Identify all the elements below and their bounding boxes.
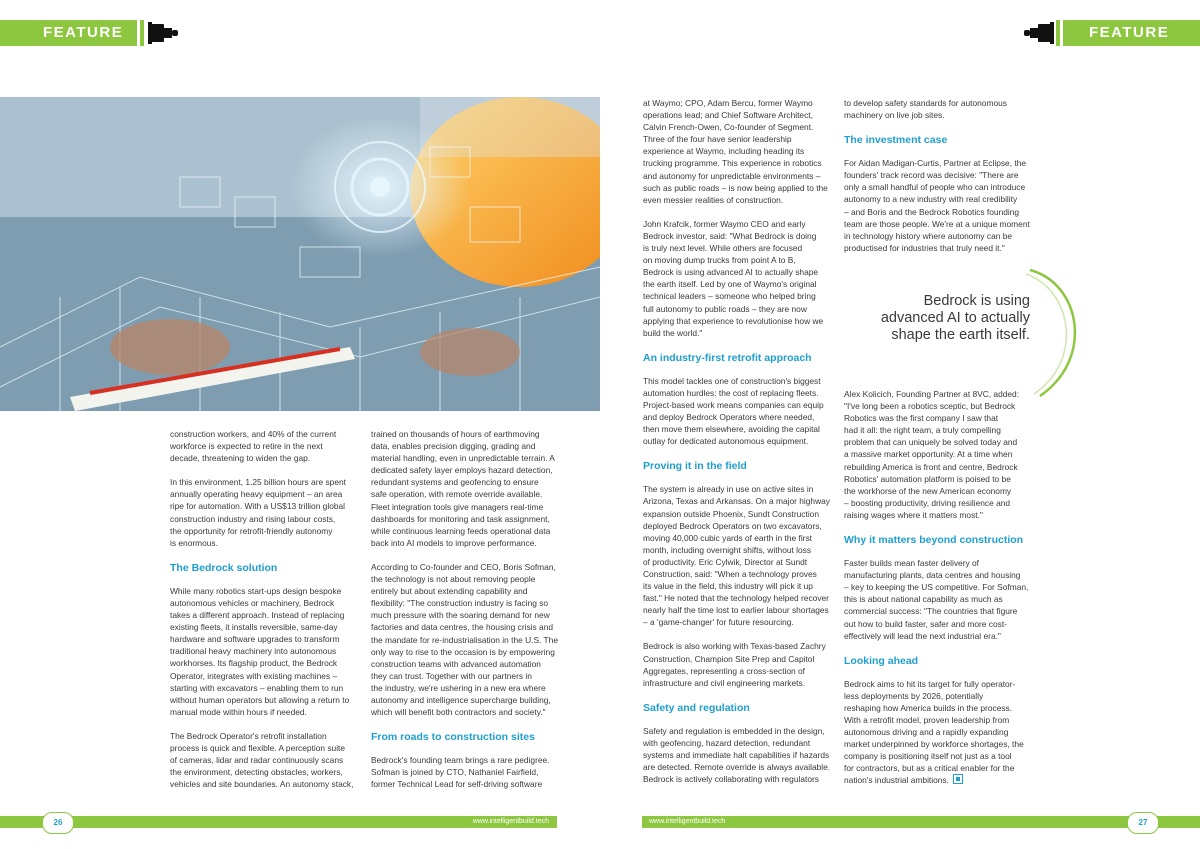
body-paragraph: trained on thousands of hours of earthmoving data, enables precision digging, grading and material handling, even in unpredictable terrain. A dedicated safety layer employs hazard detection, redundant systems and geofencing to ensure safe operation, with remote override available. Fleet integration tools give managers real-time dashboards for monitoring and task assignment, while continuous learning feeds operational data back into AI models to improve performance. [371, 429, 555, 548]
body-paragraph: construction workers, and 40% of the current workforce is expected to retire in the next decade, threatening to widen the gap. [170, 429, 337, 464]
section-heading: An industry-first retrofit approach [643, 351, 812, 364]
body-paragraph: Bedrock aims to hit its target for fully operator- less deployments by 2026, potentially reshaping how America builds in the process. With a retrofit model, proven leadership from autonomous driving and a rapidly expanding market underpinned by workforce shortages, the company is positioning itself not just as a tool for contractors, but as a critical enabler for the nation's industrial ambitions. [844, 678, 1024, 786]
section-heading: The investment case [844, 134, 948, 147]
section-tab-left [0, 20, 137, 46]
body-paragraph: While many robotics start-ups design bespoke autonomous vehicles or machinery, Bedrock takes a different approach. Instead of replacing existing fleets, it installs reversible, same-day hardware and software upgrades to transform traditional heavy machinery into autonomous workhorses. Its flagship product, the Bedrock Operator, integrates with existing machines – starting with excavators – enabling them to run without human operators but allowing a return to manual mode within hours if needed. [170, 585, 350, 717]
plug-icon [1014, 20, 1054, 46]
section-label: FEATURE [1089, 24, 1170, 41]
section-heading: Proving it in the field [643, 460, 747, 473]
body-paragraph: to develop safety standards for autonomous machinery on live job sites. [844, 98, 1007, 121]
section-heading: Looking ahead [844, 654, 919, 667]
tab-divider [1056, 20, 1060, 46]
body-paragraph: Safety and regulation is embedded in the design, with geofencing, hazard detection, redundant systems and immediate halt capabilities if hazards are detected. Remote override is always available. Bedrock is actively collaborating with regulators [643, 725, 831, 785]
text-column-3 [643, 97, 835, 797]
footer-url[interactable]: www.intelligentbuild.tech [472, 818, 549, 825]
body-paragraph: Bedrock is also working with Texas-based Zachry Construction, Champion Site Prep and Capitol Aggregates, representing a cross-section of infrastructure and civil engineering markets. [643, 641, 826, 688]
section-heading: From roads to construction sites [371, 731, 535, 744]
hero-photo [0, 97, 600, 411]
end-mark-icon [953, 774, 963, 784]
section-heading: The Bedrock solution [170, 561, 278, 574]
body-paragraph: The system is already in use on active sites in Arizona, Texas and Arkansas. On a major highway expansion outside Phoenix, Sundt Construction deployed Bedrock Operators on two excavators, moving 40,000 cubic yards of earth in the first month, including overnight shifts, without loss of productivity. Eric Cylwik, Director at Sundt Construction, said: "When a technology proves its value in the field, this industry will pick it up fast." He noted that the technology helped recover nearly half the time lost to earlier labour shortages – a 'game-changer' for future resourcing. [643, 484, 830, 628]
plug-icon [148, 20, 188, 46]
text-column-4-top [844, 97, 1036, 266]
body-paragraph: The Bedrock Operator's retrofit installation process is quick and flexible. A perception suite of cameras, lidar and radar continuously scans the environment, detecting obstacles, workers, vehicles and site boundaries. An autonomy stack, [170, 730, 354, 790]
body-paragraph: According to Co-founder and CEO, Boris Sofman, the technology is not about removing people entirely but about extending capability and flexibility: "The construction industry is facing so much pressure with the soaring demand for new factories and data centres, the housing crisis and the mandate for re-industrialisation in the U.S. The only way to rise to the occasion is by empowering construction teams with advanced automation they can trust. Together with our partners in the industry, we're ushering in a new era where autonomy and intelligence supercharge building, which will benefit both contractors and society." [371, 561, 558, 718]
body-paragraph: at Waymo; CPO, Adam Bercu, former Waymo operations lead; and Chief Software Architect, Calvin French-Owen, Co-founder of Segment. Three of the four have senior leadership experience at Waymo, including heading its trucking programme. This experience in robotics and autonomy for unpredictable environments – such as public roads – is now being applied to the even messier realities of construction. [643, 98, 828, 205]
body-paragraph: This model tackles one of construction's biggest automation hurdles: the cost of replacing fleets. Project-based work means companies can equip and deploy Bedrock Operators where needed, then move them elsewhere, avoiding the capital outlay for dedicated autonomous equipment. [643, 375, 824, 447]
body-paragraph: Bedrock's founding team brings a rare pedigree. Sofman is joined by CTO, Nathaniel Fairfield, former Technical Lead for self-driving software [371, 755, 550, 790]
section-label: FEATURE [43, 24, 124, 41]
section-tab-right [1063, 20, 1200, 46]
body-paragraph: Faster builds mean faster delivery of manufacturing plants, data centres and housing – key to keeping the US competitive. For Sofman, this is about national capability as much as commercial success: "The countries that figure out how to build faster, safer and more cost- effectively will lead the next industrial era." [844, 558, 1029, 641]
page-number-left: 26 [42, 812, 74, 834]
footer-url[interactable]: www.intelligentbuild.tech [649, 818, 726, 825]
body-paragraph: Alex Kolicich, Founding Partner at 8VC, added: "I've long been a robotics sceptic, but Bedrock Robotics was the first company I saw that had it all: the right team, a truly compelling problem that can uniquely be solved today and a massive market opportunity. At a time when rebuilding America is front and centre, Bedrock Robotics' automation platform is poised to be the workhorse of the new American economy – boosting productivity, driving resilience and raising wages where it matters most." [844, 389, 1020, 520]
text-column-1 [170, 428, 360, 802]
text-column-2 [371, 428, 561, 802]
section-heading: Why it matters beyond construction [844, 534, 1024, 547]
footer-bar-left [0, 816, 557, 828]
pull-quote: Bedrock is using advanced AI to actually shape the earth itself. [880, 293, 1030, 343]
body-paragraph: John Krafcik, former Waymo CEO and early Bedrock investor, said: "What Bedrock is doing is truly next level. While others are focused on moving dump trucks from point A to B, Bedrock is using advanced AI to actually shape the earth itself. Led by one of Waymo's original technical leaders – someone who helped bring full autonomy to public roads – they are now applying that experience to revolutionise how we build the world." [643, 218, 824, 338]
text-column-4-bottom [844, 388, 1036, 799]
body-paragraph: In this environment, 1.25 billion hours are spent annually operating heavy equipment – an area ripe for automation. With a US$13 trillion global construction industry and rising labour costs, the opportunity for retrofit-friendly autonomy is enormous. [170, 477, 346, 548]
tab-divider [140, 20, 144, 46]
page-number-right: 27 [1127, 812, 1159, 834]
body-paragraph: For Aidan Madigan-Curtis, Partner at Eclipse, the founders' track record was decisive: "There are only a small handful of people who can introduce autonomy to a new industry with real credibility – and Boris and the Bedrock Robotics founding team are those people. We're at a unique moment in technology history where autonomy can be productised for industries that truly need it." [844, 158, 1030, 253]
section-heading: Safety and regulation [643, 701, 750, 714]
footer-bar-right [642, 816, 1200, 828]
